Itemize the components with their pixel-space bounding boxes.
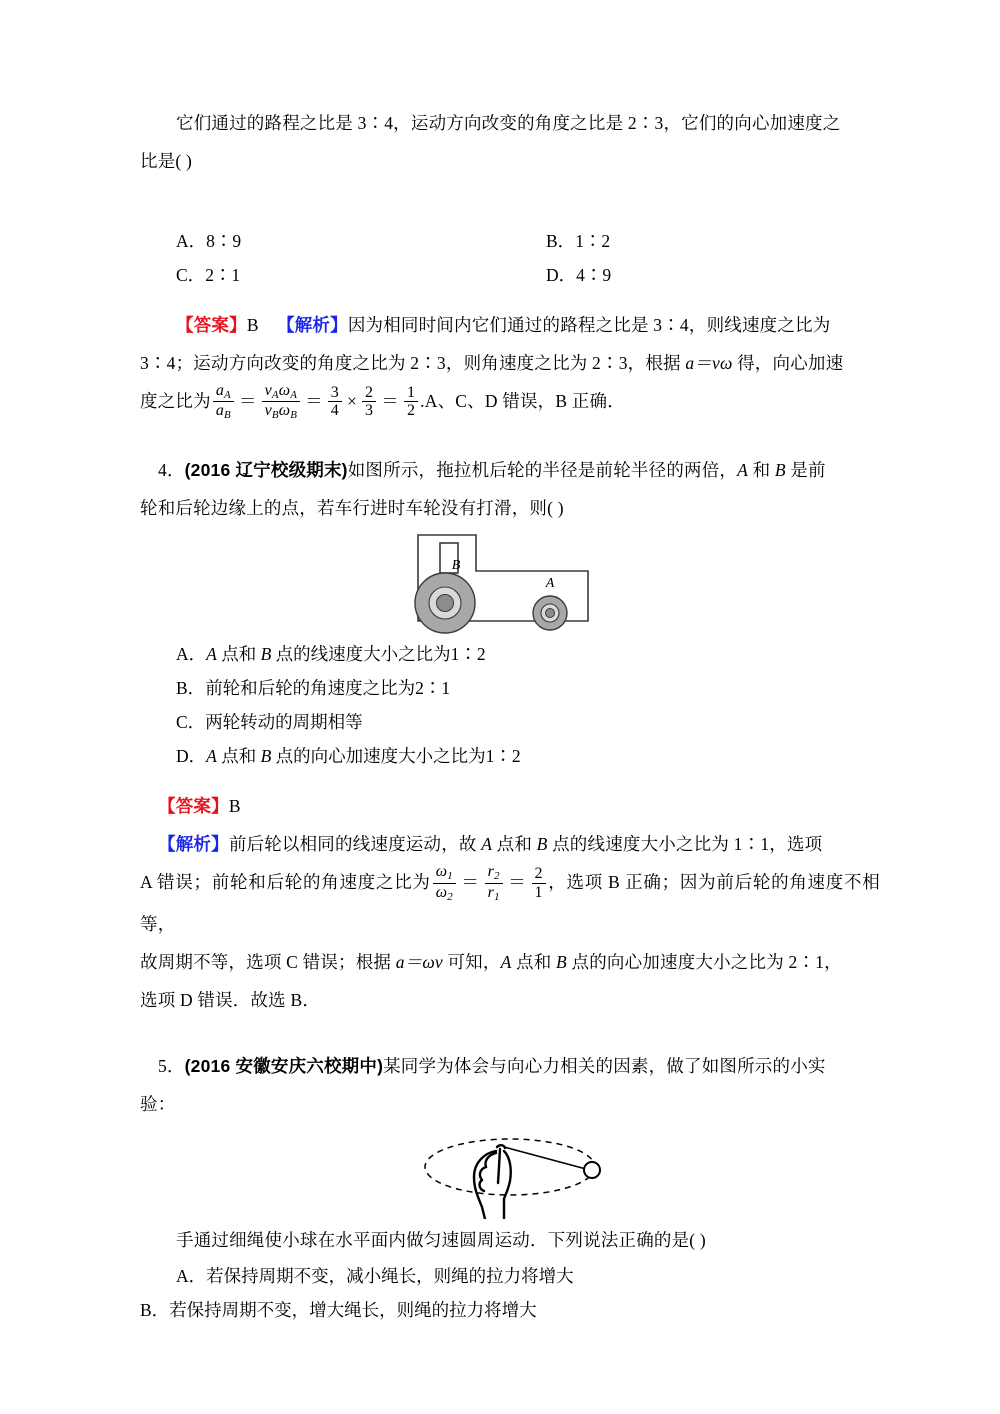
- q4-option-b-key: B．: [176, 678, 206, 699]
- q5-number: 5．: [158, 1055, 185, 1076]
- answer-tag: 【答案】: [158, 796, 229, 817]
- q4-explain-line3: [140, 943, 880, 981]
- q3-stem-line1: 它们通过的路程之比是 3∶4，运动方向改变的角度之比是 2∶3，它们的向心加速度之: [176, 113, 841, 133]
- q4-option-d[interactable]: [140, 739, 880, 773]
- q3-explain-line3: [140, 382, 880, 423]
- q4-explain-line3-mid: 可知，: [442, 951, 501, 972]
- fraction-vA-omegaA-over-vB-omegaB: $\frac{v_A\omega_A}{v_B\omega_B}$: [262, 382, 301, 423]
- q3-answer-line: [140, 306, 880, 344]
- fraction-aA-aB: $\frac{a_A}{a_B}$: [213, 382, 234, 423]
- q5-stem-after-figure: 手通过细绳使小球在水平面内做匀速圆周运动．下列说法正确的是( ): [176, 1229, 706, 1250]
- q3-option-c[interactable]: [140, 258, 510, 292]
- q4-option-a-key: A．: [176, 644, 207, 665]
- spacer: [140, 773, 880, 787]
- q4-option-a-mid: 点和: [216, 644, 261, 665]
- q4-answer-line: [140, 787, 880, 825]
- q3-explain-line2-text: 3∶4；运动方向改变的角度之比为 2∶3，则角速度之比为 2∶3，根据: [140, 353, 686, 373]
- q4-explain-line1: [140, 825, 880, 863]
- tractor-diagram-svg: [410, 529, 610, 635]
- q4-explain-var-B: B: [536, 834, 548, 855]
- q4-explain-line3-var-B: B: [556, 951, 567, 972]
- spacer: [140, 423, 880, 451]
- ball: [584, 1162, 600, 1178]
- q3-option-d-key: D．: [546, 265, 577, 285]
- q4-explain-line1-pre: 前后轮以相同的线速度运动，故: [228, 834, 482, 855]
- q3-formula-inline-a-v-omega: a＝vω: [685, 353, 733, 373]
- q3-options-row-1: [140, 224, 880, 258]
- q3-explain-line2-tail: 得，向心加速: [732, 353, 844, 373]
- times-symbol: ×: [346, 391, 358, 411]
- q4-explain-var-A: A: [481, 834, 493, 855]
- q4-option-d-text: 点的向心加速度大小之比为1∶2: [271, 746, 521, 767]
- q5-stem-text-1: 某同学为体会与向心力相关的因素，做了如图所示的小实: [383, 1055, 826, 1076]
- q5-option-b-text: 若保持周期不变，增大绳长，则绳的拉力将增大: [169, 1299, 537, 1320]
- rear-wheel-hub: [437, 595, 454, 612]
- q4-explain-line2-pre: A 错误；前轮和后轮的角速度之比为: [140, 872, 431, 893]
- q3-explain-line3-pre: 度之比为: [140, 391, 211, 411]
- equals-3: ＝: [381, 391, 399, 411]
- q4-stem-text-1: 如图所示，拖拉机后轮的半径是前轮半径的两倍，: [347, 460, 738, 481]
- q3-explain-line3-tail: .A、C、D 错误，B 正确．: [420, 391, 625, 411]
- q4-option-c-text: 两轮转动的周期相等: [205, 712, 363, 733]
- hand-ball-figure: [140, 1127, 880, 1219]
- front-wheel-hub: [546, 609, 555, 618]
- q4-option-a-text: 点的线速度大小之比为1∶2: [271, 644, 486, 665]
- fraction-3-4: $\frac{3}{4}$: [328, 384, 342, 420]
- q4-option-a[interactable]: [140, 637, 880, 671]
- q3-option-a[interactable]: [140, 224, 510, 258]
- q3-option-d[interactable]: [510, 258, 880, 292]
- q4-var-B: B: [774, 460, 786, 481]
- hand-ball-diagram-svg: [400, 1127, 620, 1219]
- q5-option-b[interactable]: [140, 1293, 880, 1327]
- spacer: [140, 292, 880, 306]
- answer-tag: 【答案】: [176, 315, 247, 335]
- q4-answer-value: B: [228, 796, 241, 817]
- q4-option-d-var1: A: [206, 746, 217, 767]
- q3-option-b-key: B．: [546, 231, 576, 251]
- q3-option-b[interactable]: [510, 224, 880, 258]
- q3-option-d-text: 4∶9: [576, 265, 612, 285]
- q5-source: (2016 安徽安庆六校期中): [184, 1055, 384, 1076]
- spacer: [140, 1019, 880, 1047]
- q4-option-d-key: D．: [176, 746, 207, 767]
- explain-tag: 【解析】: [158, 834, 229, 855]
- q3-options-row-2: [140, 258, 880, 292]
- q4-stem-line1: [140, 451, 880, 489]
- hand-drawing: [474, 1145, 511, 1219]
- q4-option-b-text: 前轮和后轮的角速度之比为2∶1: [205, 678, 451, 699]
- q4-stem-mid: 和: [748, 460, 775, 481]
- q3-answer-value: B: [246, 315, 259, 335]
- equals-2: ＝: [507, 872, 527, 893]
- q4-explain-line2: [140, 863, 880, 942]
- fraction-2-1: $\frac{2}{1}$: [532, 865, 546, 901]
- q3-option-c-text: 2∶1: [205, 265, 241, 285]
- q3-explain-line2: [140, 344, 880, 382]
- tractor-figure: [140, 529, 880, 635]
- fraction-1-2: $\frac{1}{2}$: [404, 384, 418, 420]
- equals-1: ＝: [238, 391, 257, 411]
- equals-1: ＝: [460, 872, 480, 893]
- q4-option-a-var1: A: [206, 644, 217, 665]
- q3-option-a-text: 8∶9: [206, 231, 242, 251]
- q5-option-b-key: B．: [140, 1299, 170, 1320]
- q4-explain-line3-var-A: A: [500, 951, 512, 972]
- q5-stem-line1: [140, 1047, 880, 1085]
- explain-tag: 【解析】: [277, 315, 348, 335]
- q4-explain-line3-tail: 点的向心加速度大小之比为 2∶1，: [566, 951, 842, 972]
- q4-formula-inline-a-omega-v: a＝ωv: [395, 951, 443, 972]
- fraction-omega1-omega2: $\frac{\omega_1}{\omega_2}$: [433, 863, 456, 904]
- q3-explain-line1: 因为相同时间内它们通过的路程之比是 3∶4，则线速度之比为: [347, 315, 831, 335]
- rear-wheel-label-B: B: [451, 558, 461, 574]
- q4-option-c-key: C．: [176, 712, 206, 733]
- string-line: [504, 1147, 586, 1169]
- q4-option-d-var2: B: [260, 746, 272, 767]
- q3-option-c-key: C．: [176, 265, 206, 285]
- front-wheel-label-A: A: [545, 576, 555, 592]
- fraction-2-3: $\frac{2}{3}$: [362, 384, 376, 420]
- q4-explain-line1-tail: 点的线速度大小之比为 1∶1，选项: [547, 834, 823, 855]
- q4-option-c[interactable]: [140, 705, 880, 739]
- q3-option-a-key: A．: [176, 231, 207, 251]
- q4-stem-line2: 轮和后轮边缘上的点，若车行进时车轮没有打滑，则( ): [140, 498, 564, 519]
- equals-2: ＝: [305, 391, 323, 411]
- q4-source: (2016 辽宁校级期末): [184, 460, 348, 481]
- q5-option-a[interactable]: [140, 1259, 880, 1293]
- q5-option-a-key: A．: [176, 1265, 207, 1286]
- q4-option-a-var2: B: [260, 644, 272, 665]
- q3-option-b-text: 1∶2: [575, 231, 611, 251]
- q4-explain-line3-mid2: 点和: [511, 951, 557, 972]
- q4-var-A: A: [737, 460, 749, 481]
- q4-stem-end: 是前: [785, 460, 826, 481]
- page-content: [140, 104, 880, 1327]
- q5-stem-line2: 验：: [140, 1093, 176, 1114]
- q4-explain-line1-mid: 点和: [492, 834, 537, 855]
- q4-explain-line3-pre: 故周期不等，选项 C 错误；根据: [140, 951, 396, 972]
- q4-number: 4．: [158, 460, 185, 481]
- q3-stem-line2: 比是( ): [140, 151, 193, 171]
- q4-option-d-mid: 点和: [216, 746, 261, 767]
- q5-option-a-text: 若保持周期不变，减小绳长，则绳的拉力将增大: [206, 1265, 574, 1286]
- q4-option-b[interactable]: [140, 671, 880, 705]
- q4-explain-line2-tail: ，选项 B 正确；因为前后轮的角速度不相等，: [140, 872, 880, 934]
- fraction-r2-r1: $\frac{r_2}{r_1}$: [485, 863, 503, 904]
- spacer: [140, 180, 880, 224]
- q4-explain-line4: 选项 D 错误．故选 B．: [140, 989, 321, 1010]
